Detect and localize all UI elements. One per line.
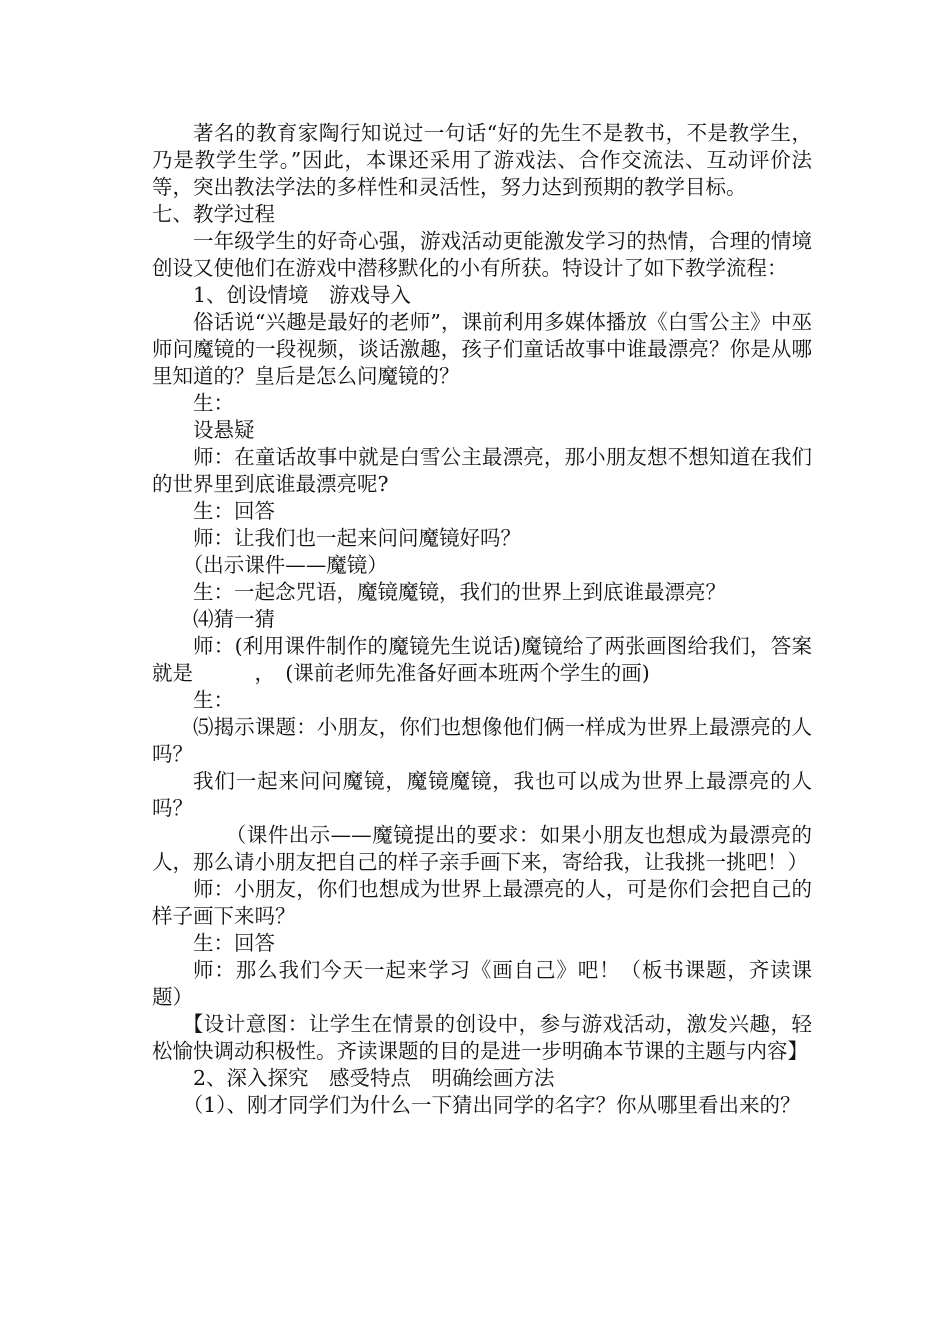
paragraph: 俗话说“兴趣是最好的老师”，课前利用多媒体播放《白雪公主》中巫师问魔镜的一段视频，谈话激趣，孩子们童话故事中谁最漂亮？你是从哪里知道的？皇后是怎么问魔镜的？ <box>152 310 812 388</box>
paragraph: 一年级学生的好奇心强，游戏活动更能激发学习的热情，合理的情境创设又使他们在游戏中潜移默化的小有所获。特设计了如下教学流程： <box>152 229 812 280</box>
paragraph: 师：那么我们今天一起来学习《画自己》吧！（板书课题，齐读课题） <box>152 958 812 1009</box>
paragraph: 著名的教育家陶行知说过一句话“好的先生不是教书，不是教学生，乃是教学生学。”因此，本课还采用了游戏法、合作交流法、互动评价法等，突出教法学法的多样性和灵活性，努力达到预期的教学目标。 <box>152 121 812 199</box>
subsection-heading: 2、深入探究 感受特点 明确绘画方法 <box>193 1066 555 1090</box>
paragraph: 师：(利用课件制作的魔镜先生说话)魔镜给了两张画图给我们，答案就是 ， (课前老师先准备好画本班两个学生的画) <box>152 634 812 685</box>
paragraph: 师：小朋友，你们也想成为世界上最漂亮的人，可是你们会把自己的样子画下来吗？ <box>152 877 812 928</box>
section-heading: 七、教学过程 <box>152 202 275 226</box>
paragraph: 我们一起来问问魔镜，魔镜魔镜，我也可以成为世界上最漂亮的人吗？ <box>152 769 812 820</box>
paragraph: （出示课件——魔镜） <box>182 553 388 577</box>
paragraph: 生：回答 <box>193 931 275 955</box>
paragraph: 生：一起念咒语，魔镜魔镜，我们的世界上到底谁最漂亮？ <box>193 580 726 604</box>
paragraph: 生： <box>193 391 234 415</box>
paragraph: 设悬疑 <box>193 418 255 442</box>
paragraph: 生： <box>193 688 234 712</box>
subsection-heading: 1、创设情境 游戏导入 <box>193 283 412 307</box>
paragraph: （1）、刚才同学们为什么一下猜出同学的名字？你从哪里看出来的？ <box>182 1093 801 1117</box>
paragraph: ⑷猜一猜 <box>193 607 275 631</box>
design-intent-note: 【设计意图：让学生在情景的创设中，参与游戏活动，激发兴趣，轻松愉快调动积极性。齐读课题的目的是进一步明确本节课的主题与内容】 <box>152 1012 812 1063</box>
document-page <box>152 120 812 1119</box>
paragraph: ⑸揭示课题：小朋友，你们也想像他们俩一样成为世界上最漂亮的人吗？ <box>152 715 812 766</box>
paragraph: 师：在童话故事中就是白雪公主最漂亮，那小朋友想不想知道在我们的世界里到底谁最漂亮呢? <box>152 445 812 496</box>
paragraph: 师：让我们也一起来问问魔镜好吗？ <box>193 526 521 550</box>
paragraph: （课件出示——魔镜提出的要求：如果小朋友也想成为最漂亮的人，那么请小朋友把自己的样子亲手画下来，寄给我，让我挑一挑吧！） <box>152 823 812 874</box>
paragraph: 生：回答 <box>193 499 275 523</box>
